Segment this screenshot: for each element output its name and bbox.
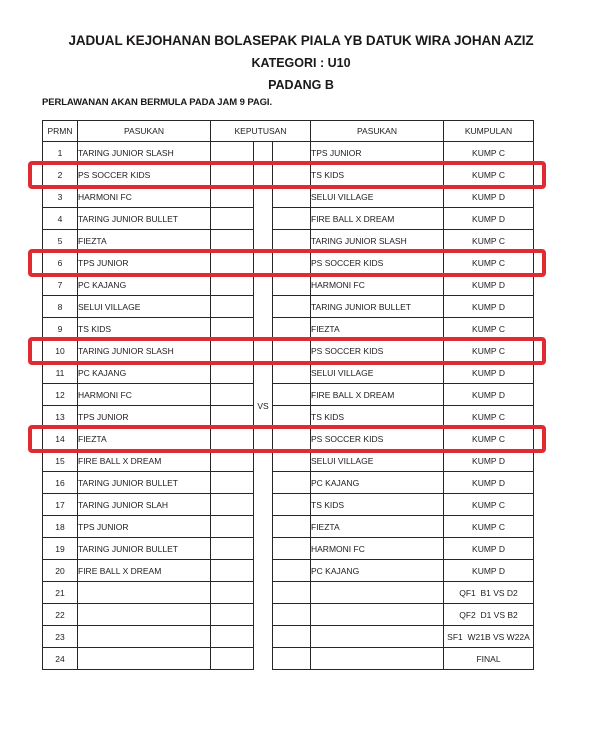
score-box-away (273, 538, 311, 560)
score-box-home (211, 626, 254, 648)
match-number-cell: 19 (43, 538, 78, 560)
score-box-home (211, 604, 254, 626)
score-box-away (273, 472, 311, 494)
table-row (43, 142, 534, 164)
group-cell: KUMP D (444, 296, 534, 318)
group-cell: KUMP C (444, 252, 534, 274)
match-number-cell: 11 (43, 362, 78, 384)
team-home-cell (78, 648, 211, 670)
table-row (43, 164, 534, 186)
score-box-home (211, 274, 254, 296)
group-cell: KUMP C (444, 164, 534, 186)
team-home-cell: FIEZTA (78, 230, 211, 252)
table-row (43, 274, 534, 296)
table-row (43, 516, 534, 538)
column-header-kumpulan: KUMPULAN (444, 121, 534, 142)
team-away-cell: FIRE BALL X DREAM (311, 208, 444, 230)
team-away-cell: PS SOCCER KIDS (311, 340, 444, 362)
team-home-cell: TARING JUNIOR BULLET (78, 538, 211, 560)
team-home-cell: PC KAJANG (78, 362, 211, 384)
table-row (43, 538, 534, 560)
table-row (43, 582, 534, 604)
match-number-cell: 12 (43, 384, 78, 406)
score-box-away (273, 318, 311, 340)
group-cell: KUMP C (444, 230, 534, 252)
score-box-home (211, 252, 254, 274)
group-cell: KUMP D (444, 384, 534, 406)
match-number-cell: 6 (43, 252, 78, 274)
match-number-cell: 7 (43, 274, 78, 296)
team-away-cell: PC KAJANG (311, 472, 444, 494)
team-home-cell: HARMONI FC (78, 384, 211, 406)
score-box-away (273, 230, 311, 252)
score-box-away (273, 274, 311, 296)
team-home-cell: TARING JUNIOR BULLET (78, 208, 211, 230)
group-cell: KUMP C (444, 406, 534, 428)
score-box-away (273, 582, 311, 604)
team-home-cell: PS SOCCER KIDS (78, 164, 211, 186)
score-box-away (273, 164, 311, 186)
group-cell: KUMP D (444, 274, 534, 296)
team-away-cell: TARING JUNIOR SLASH (311, 230, 444, 252)
score-box-home (211, 186, 254, 208)
table-row (43, 362, 534, 384)
group-cell: KUMP D (444, 538, 534, 560)
column-header-keputusan: KEPUTUSAN (211, 121, 311, 142)
match-number-cell: 10 (43, 340, 78, 362)
team-away-cell: HARMONI FC (311, 274, 444, 296)
group-cell: KUMP C (444, 340, 534, 362)
score-box-away (273, 186, 311, 208)
score-box-away (273, 142, 311, 164)
team-home-cell: SELUI VILLAGE (78, 296, 211, 318)
match-number-cell: 1 (43, 142, 78, 164)
team-away-cell: TS KIDS (311, 494, 444, 516)
start-time-note: PERLAWANAN AKAN BERMULA PADA JAM 9 PAGI. (42, 97, 272, 108)
score-box-home (211, 450, 254, 472)
vs-cell: VS (254, 142, 273, 670)
team-away-cell: PC KAJANG (311, 560, 444, 582)
team-away-cell: SELUI VILLAGE (311, 362, 444, 384)
team-away-cell: FIEZTA (311, 318, 444, 340)
table-row (43, 318, 534, 340)
team-away-cell: HARMONI FC (311, 538, 444, 560)
score-box-away (273, 560, 311, 582)
team-home-cell (78, 626, 211, 648)
team-home-cell: HARMONI FC (78, 186, 211, 208)
match-number-cell: 8 (43, 296, 78, 318)
team-home-cell: PC KAJANG (78, 274, 211, 296)
table-row (43, 604, 534, 626)
page-title: JADUAL KEJOHANAN BOLASEPAK PIALA YB DATUK WIRA JOHAN AZIZ (68, 33, 534, 48)
team-away-cell: SELUI VILLAGE (311, 450, 444, 472)
group-cell: QF2 D1 VS B2 (444, 604, 534, 626)
score-box-away (273, 648, 311, 670)
match-number-cell: 5 (43, 230, 78, 252)
score-box-away (273, 340, 311, 362)
match-number-cell: 23 (43, 626, 78, 648)
team-away-cell: TPS JUNIOR (311, 142, 444, 164)
group-cell: FINAL (444, 648, 534, 670)
match-number-cell: 3 (43, 186, 78, 208)
column-header-prmn: PRMN (43, 121, 78, 142)
group-cell: KUMP C (444, 428, 534, 450)
team-away-cell: PS SOCCER KIDS (311, 428, 444, 450)
table-row (43, 626, 534, 648)
score-box-home (211, 296, 254, 318)
score-box-home (211, 560, 254, 582)
score-box-away (273, 450, 311, 472)
score-box-home (211, 340, 254, 362)
score-box-home (211, 142, 254, 164)
table-row (43, 384, 534, 406)
team-away-cell (311, 648, 444, 670)
group-cell: QF1 B1 VS D2 (444, 582, 534, 604)
match-number-cell: 4 (43, 208, 78, 230)
score-box-away (273, 494, 311, 516)
column-header-pasukan-away: PASUKAN (311, 121, 444, 142)
table-row (43, 252, 534, 274)
group-cell: SF1 W21B VS W22A (444, 626, 534, 648)
team-home-cell: FIEZTA (78, 428, 211, 450)
table-header-row (43, 121, 534, 142)
table-row (43, 406, 534, 428)
score-box-home (211, 318, 254, 340)
group-cell: KUMP D (444, 560, 534, 582)
score-box-away (273, 516, 311, 538)
table-row (43, 560, 534, 582)
table-row (43, 208, 534, 230)
table-row (43, 296, 534, 318)
team-away-cell: TS KIDS (311, 406, 444, 428)
group-cell: KUMP D (444, 362, 534, 384)
schedule-table (42, 120, 534, 670)
match-number-cell: 9 (43, 318, 78, 340)
table-row (43, 648, 534, 670)
team-home-cell: FIRE BALL X DREAM (78, 450, 211, 472)
category-subtitle: KATEGORI : U10 (251, 56, 351, 70)
group-cell: KUMP C (444, 318, 534, 340)
team-home-cell: TPS JUNIOR (78, 252, 211, 274)
field-subtitle: PADANG B (268, 78, 334, 92)
team-home-cell: TS KIDS (78, 318, 211, 340)
team-away-cell: TARING JUNIOR BULLET (311, 296, 444, 318)
score-box-away (273, 384, 311, 406)
match-number-cell: 14 (43, 428, 78, 450)
match-number-cell: 24 (43, 648, 78, 670)
team-away-cell: PS SOCCER KIDS (311, 252, 444, 274)
table-row (43, 472, 534, 494)
score-box-away (273, 362, 311, 384)
score-box-away (273, 604, 311, 626)
team-away-cell: FIEZTA (311, 516, 444, 538)
table-row (43, 428, 534, 450)
team-away-cell (311, 582, 444, 604)
team-home-cell: TPS JUNIOR (78, 516, 211, 538)
table-row (43, 450, 534, 472)
match-number-cell: 22 (43, 604, 78, 626)
match-number-cell: 20 (43, 560, 78, 582)
score-box-away (273, 252, 311, 274)
team-away-cell: TS KIDS (311, 164, 444, 186)
score-box-away (273, 406, 311, 428)
score-box-away (273, 208, 311, 230)
score-box-home (211, 384, 254, 406)
score-box-away (273, 626, 311, 648)
table-row (43, 340, 534, 362)
table-row (43, 230, 534, 252)
team-home-cell: TARING JUNIOR SLASH (78, 142, 211, 164)
team-home-cell: TARING JUNIOR SLASH (78, 340, 211, 362)
score-box-home (211, 582, 254, 604)
score-box-home (211, 230, 254, 252)
score-box-home (211, 648, 254, 670)
match-number-cell: 15 (43, 450, 78, 472)
team-away-cell (311, 626, 444, 648)
match-number-cell: 17 (43, 494, 78, 516)
team-home-cell: TPS JUNIOR (78, 406, 211, 428)
group-cell: KUMP C (444, 494, 534, 516)
team-away-cell (311, 604, 444, 626)
column-header-pasukan-home: PASUKAN (78, 121, 211, 142)
match-number-cell: 2 (43, 164, 78, 186)
group-cell: KUMP C (444, 516, 534, 538)
score-box-home (211, 208, 254, 230)
score-box-home (211, 362, 254, 384)
group-cell: KUMP C (444, 142, 534, 164)
team-away-cell: FIRE BALL X DREAM (311, 384, 444, 406)
team-home-cell: FIRE BALL X DREAM (78, 560, 211, 582)
match-number-cell: 16 (43, 472, 78, 494)
score-box-away (273, 428, 311, 450)
table-row (43, 186, 534, 208)
score-box-home (211, 538, 254, 560)
team-home-cell: TARING JUNIOR SLAH (78, 494, 211, 516)
match-number-cell: 21 (43, 582, 78, 604)
table-row (43, 494, 534, 516)
score-box-home (211, 516, 254, 538)
team-home-cell (78, 604, 211, 626)
schedule-table-wrapper (42, 120, 533, 670)
team-home-cell (78, 582, 211, 604)
match-number-cell: 13 (43, 406, 78, 428)
team-home-cell: TARING JUNIOR BULLET (78, 472, 211, 494)
group-cell: KUMP D (444, 450, 534, 472)
score-box-home (211, 164, 254, 186)
group-cell: KUMP D (444, 186, 534, 208)
score-box-away (273, 296, 311, 318)
group-cell: KUMP D (444, 472, 534, 494)
score-box-home (211, 494, 254, 516)
score-box-home (211, 406, 254, 428)
team-away-cell: SELUI VILLAGE (311, 186, 444, 208)
group-cell: KUMP D (444, 208, 534, 230)
score-box-home (211, 428, 254, 450)
score-box-home (211, 472, 254, 494)
match-number-cell: 18 (43, 516, 78, 538)
